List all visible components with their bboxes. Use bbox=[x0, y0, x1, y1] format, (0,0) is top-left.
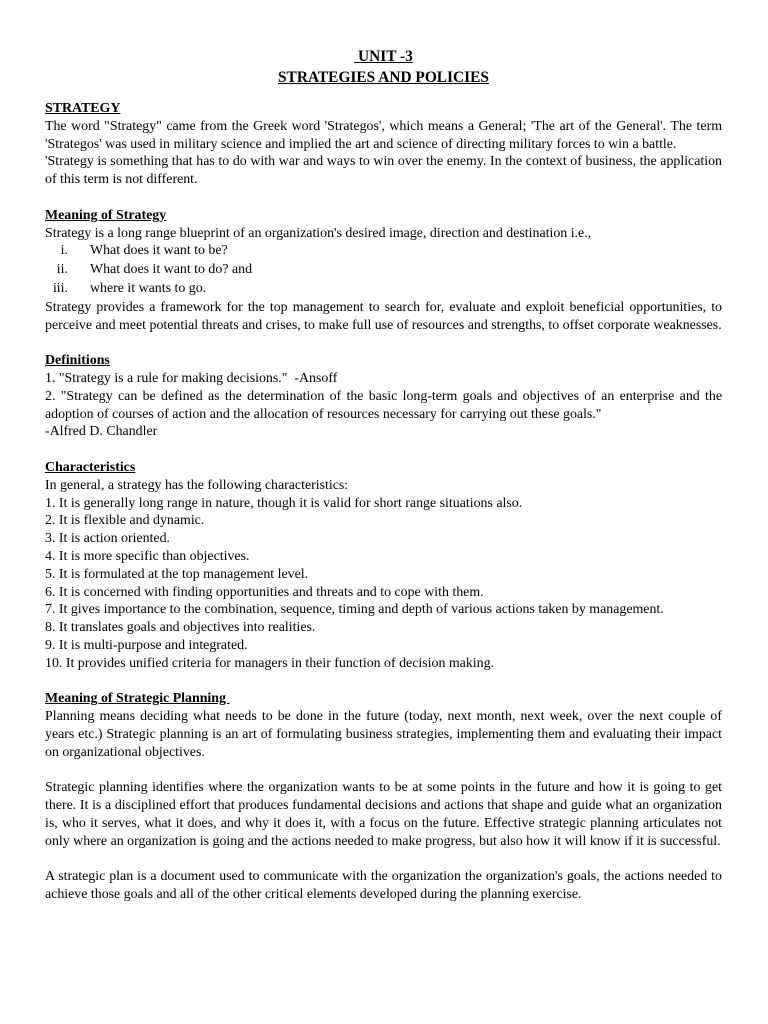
strategy-paragraph-1: The word "Strategy" came from the Greek word 'Strategos', which means a General; 'The art of the General'. The term 'Strategos' was used in military science and implied the art and science of directing military forces to win a battle. bbox=[45, 118, 722, 152]
list-item-number: iii. bbox=[52, 280, 68, 296]
meaning-intro: Strategy is a long range blueprint of an organization's desired image, direction and destination i.e., bbox=[45, 225, 592, 241]
definition-2: 2. "Strategy can be defined as the determination of the basic long-term goals and objectives of an enterprise and the adoption of courses of action and the allocation of resources necessary for carrying out these goals." bbox=[45, 388, 722, 422]
list-item: 2. It is flexible and dynamic. bbox=[45, 513, 205, 529]
list-item bbox=[45, 280, 722, 299]
list-item: 3. It is action oriented. bbox=[45, 531, 170, 547]
list-item: 8. It translates goals and objectives into realities. bbox=[45, 620, 316, 636]
list-item: 10. It provides unified criteria for managers in their function of decision making. bbox=[45, 655, 494, 671]
meaning-paragraph: Strategy provides a framework for the top management to search for, evaluate and exploit beneficial opportunities, to perceive and meet potential threats and crises, to make full use of resources and strengths, to offset corporate weaknesses. bbox=[45, 299, 722, 333]
unit-title: UNIT -3 bbox=[354, 48, 413, 65]
spacer bbox=[45, 673, 722, 691]
list-item-text: What does it want to do? and bbox=[90, 262, 253, 278]
list-item: 6. It is concerned with finding opportunities and threats and to cope with them. bbox=[45, 584, 484, 600]
main-title: STRATEGIES AND POLICIES bbox=[278, 69, 489, 86]
list-item-number: ii. bbox=[56, 262, 68, 278]
planning-paragraph-3: A strategic plan is a document used to communicate with the organization the organization's goals, the actions needed to achieve those goals and all of the other critical elements developed during the planning exercise. bbox=[45, 869, 722, 903]
list-item bbox=[45, 261, 722, 280]
definition-1: 1. "Strategy is a rule for making decisions." -Ansoff bbox=[45, 370, 338, 386]
definitions-heading: Definitions bbox=[45, 353, 110, 369]
characteristics-heading: Characteristics bbox=[45, 459, 136, 475]
list-item-text: What does it want to be? bbox=[90, 243, 228, 259]
list-item: 9. It is multi-purpose and integrated. bbox=[45, 637, 248, 653]
spacer bbox=[45, 761, 722, 779]
spacer bbox=[45, 189, 722, 207]
list-item: 1. It is generally long range in nature, though it is valid for short range situations also. bbox=[45, 495, 523, 511]
section-definitions bbox=[45, 352, 722, 441]
planning-paragraph-2: Strategic planning identifies where the organization wants to be at some points in the future and how it is going to get there. It is a disciplined effort that produces fundamental decisions and actions that shape and guide what an organization is, who it serves, what it does, and why it does it, with a focus on the future. Effective strategic planning articulates not only where an organization is going and the actions needed to make progress, but also how it will know if it is successful. bbox=[45, 780, 722, 849]
list-item-text: where it wants to go. bbox=[90, 280, 207, 296]
spacer bbox=[45, 334, 722, 352]
section-strategic-planning bbox=[45, 690, 722, 904]
planning-paragraph-1: Planning means deciding what needs to be done in the future (today, next month, next week, over the next couple of years etc.) Strategic planning is an art of formulating business strategies, implementing them and evaluating their impact on organizational objectives. bbox=[45, 709, 722, 760]
strategy-paragraph-2: 'Strategy is something that has to do with war and ways to win over the enemy. In the context of business, the application of this term is not different. bbox=[45, 154, 722, 188]
spacer bbox=[45, 850, 722, 868]
section-strategy bbox=[45, 100, 722, 189]
strategy-heading: STRATEGY bbox=[45, 101, 121, 116]
spacer bbox=[45, 441, 722, 459]
document-page bbox=[45, 46, 722, 904]
section-characteristics bbox=[45, 459, 722, 673]
definition-2-author: -Alfred D. Chandler bbox=[45, 424, 158, 440]
list-item: 5. It is formulated at the top management level. bbox=[45, 566, 309, 582]
characteristics-intro: In general, a strategy has the following characteristics: bbox=[45, 477, 349, 493]
meaning-heading: Meaning of Strategy bbox=[45, 207, 167, 223]
list-item: 7. It gives importance to the combination, sequence, timing and depth of various actions taken by management. bbox=[45, 602, 664, 618]
planning-heading: Meaning of Strategic Planning bbox=[45, 691, 230, 707]
section-meaning-of-strategy bbox=[45, 207, 722, 335]
list-item bbox=[45, 242, 722, 261]
list-item-number: i. bbox=[60, 243, 68, 259]
list-item: 4. It is more specific than objectives. bbox=[45, 548, 250, 564]
